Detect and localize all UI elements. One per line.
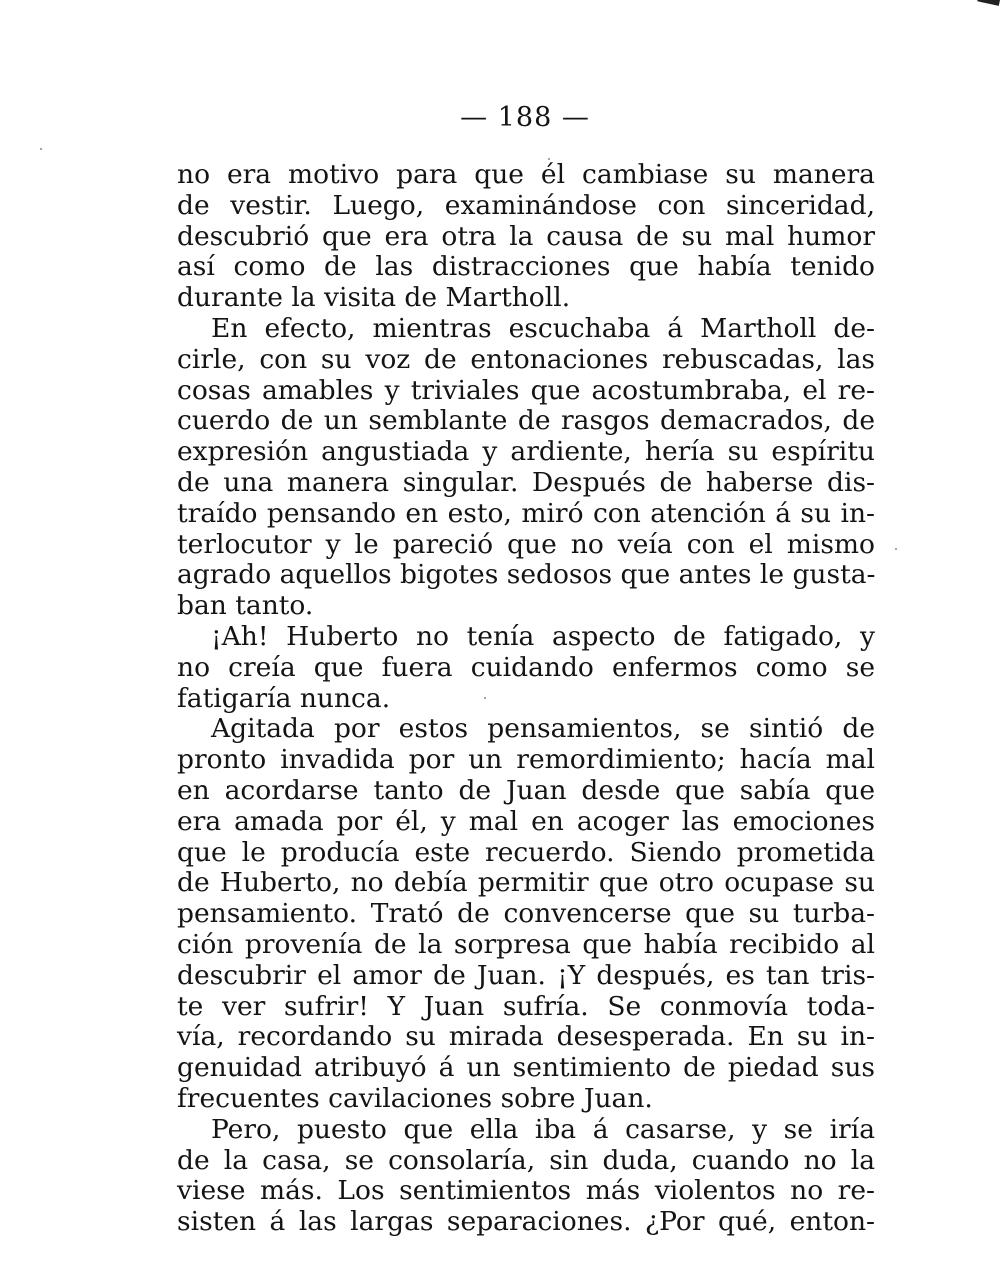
page-number: — 188 — [460,102,590,133]
text-line: En efecto, mientras escuchaba á Martholl de- [211,312,875,344]
text-line: cirle, con su voz de entonaciones rebuscadas, las [177,343,875,375]
text-line: era amada por él, y mal en acoger las emociones [177,805,875,837]
text-line: agrado aquellos bigotes sedosos que antes le gusta- [177,559,876,591]
text-line: que le producía este recuerdo. Siendo prometida [177,836,875,868]
text-line: vía, recordando su mirada desesperada. En su in- [177,1021,875,1053]
text-line: de Huberto, no debía permitir que otro ocupase su [177,867,875,899]
text-line: no era motivo para que él cambiase su manera [177,159,875,190]
text-line: viese más. Los sentimientos más violentos no re- [177,1175,875,1207]
text-line: ¡Ah! Huberto no tenía aspecto de fatigado, y [211,620,875,652]
text-line: cosas amables y triviales que acostumbraba, el re- [177,374,875,406]
text-line: de una manera singular. Después de haberse dis- [177,466,875,498]
text-line: Agitada por estos pensamientos, se sintió de [211,713,875,745]
text-line: no creía que fuera cuidando enfermos como se [177,651,875,683]
text-line: ban tanto. [177,590,314,622]
scan-speck [40,148,42,150]
text-line: así como de las distracciones que había tenido [177,251,875,283]
text-line: fatigaría nunca. [177,682,391,714]
text-line: terlocutor y le pareció que no veía con el mismo [177,528,875,560]
text-line: pensamiento. Trató de convencerse que su turba- [177,898,875,930]
text-line: traído pensando en esto, miró con atención á su in- [177,497,875,529]
body-text [177,160,875,1238]
text-line: durante la visita de Martholl. [177,282,571,314]
scan-corner-mark [977,0,1000,6]
text-line: sisten á las largas separaciones. ¿Por qué, enton- [177,1206,875,1238]
scan-speck [895,548,897,550]
text-line: te ver sufrir! Y Juan sufría. Se conmovía toda- [177,990,875,1022]
text-line: cuerdo de un semblante de rasgos demacrados, de [177,405,875,437]
text-line: de la casa, se consolaría, sin duda, cuando no la [177,1144,875,1176]
text-line: descubrir el amor de Juan. ¡Y después, es tan tris- [177,959,875,991]
text-line: expresión angustiada y ardiente, hería su espíritu [177,436,875,468]
text-line: en acordarse tanto de Juan desde que sabía que [177,774,875,806]
text-line: de vestir. Luego, examinándose con sinceridad, [177,189,875,221]
text-line: ción provenía de la sorpresa que había recibido al [177,928,875,960]
text-line: descubrió que era otra la causa de su mal humor [177,220,875,252]
text-line: genuidad atribuyó á un sentimiento de piedad sus [177,1052,875,1084]
text-line: Pero, puesto que ella iba á casarse, y se iría [211,1113,875,1145]
text-line: frecuentes cavilaciones sobre Juan. [177,1082,653,1114]
text-line: pronto invadida por un remordimiento; hacía mal [177,744,875,776]
